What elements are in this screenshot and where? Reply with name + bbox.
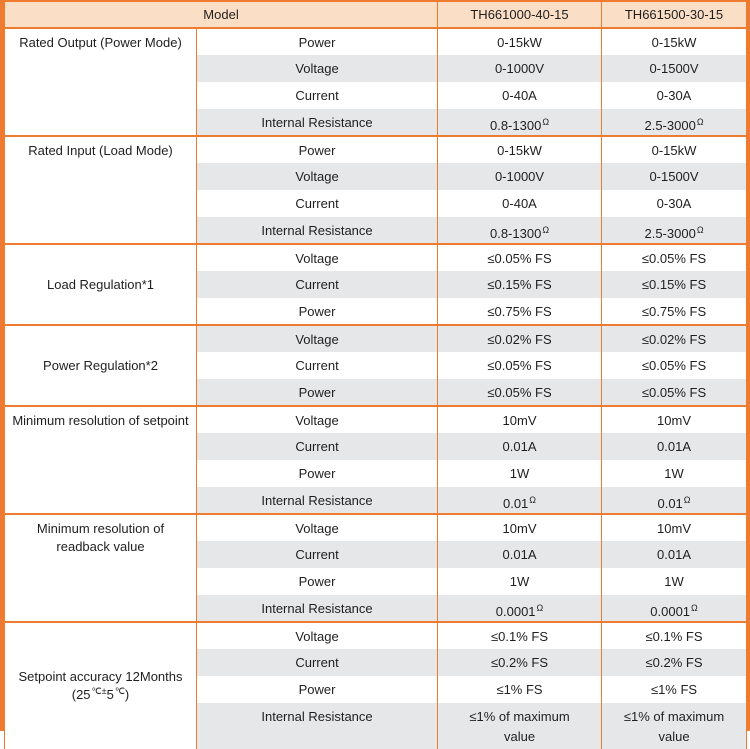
cell-text: ≤0.2% FS xyxy=(645,655,703,670)
cell-text: 5 xyxy=(106,686,114,702)
cell-text: ≤1% of maximum xyxy=(469,709,570,724)
cell-text: Rated Output (Power Mode) xyxy=(19,35,182,50)
value-cell xyxy=(602,190,747,217)
cell-text: ≤0.02% FS xyxy=(487,331,552,347)
parameter-cell xyxy=(197,55,438,82)
value-cell xyxy=(602,352,747,379)
cell-text: (25 xyxy=(71,686,91,702)
parameter-label: Voltage xyxy=(295,61,339,76)
cell-text: 0-40A xyxy=(502,88,537,103)
parameter-cell xyxy=(197,460,438,487)
parameter-label: Current xyxy=(295,196,339,211)
parameter-label: Internal Resistance xyxy=(261,600,373,616)
parameter-cell xyxy=(197,406,438,433)
cell-text: 0-1000V xyxy=(494,169,545,184)
parameter-label: Voltage xyxy=(295,331,339,347)
value-cell xyxy=(438,55,602,82)
value-cell xyxy=(438,406,602,433)
cell-text: value xyxy=(658,729,690,744)
parameter-label: Power xyxy=(298,682,336,697)
value-cell xyxy=(602,568,747,595)
cell-text: 0-15kW xyxy=(651,142,697,158)
cell-text: Minimum resolution of setpoint xyxy=(12,413,189,428)
parameter-label: Current xyxy=(295,277,339,292)
value-cell xyxy=(438,352,602,379)
value-cell xyxy=(602,595,747,622)
value-cell xyxy=(602,109,747,136)
parameter-label: Internal Resistance xyxy=(261,709,373,724)
group-label-cell xyxy=(5,28,197,136)
spec-row xyxy=(5,406,747,433)
cell-text: 0.01 xyxy=(657,495,683,511)
value-cell xyxy=(602,433,747,460)
cell-text: 1W xyxy=(664,574,684,589)
parameter-label: Voltage xyxy=(295,412,339,428)
cell-text: 1W xyxy=(664,466,684,481)
value-cell xyxy=(438,622,602,649)
parameter-cell xyxy=(197,136,438,163)
value-cell xyxy=(602,460,747,487)
parameter-label: Voltage xyxy=(295,628,339,644)
parameter-label: Power xyxy=(298,574,336,589)
spec-row xyxy=(5,622,747,649)
value-cell xyxy=(602,649,747,676)
cell-text: ≤0.05% FS xyxy=(641,358,707,373)
cell-text: 0.8-1300 xyxy=(489,117,542,133)
value-cell xyxy=(438,595,602,622)
model-header-label: Model xyxy=(5,2,438,28)
superscript-text: Ω xyxy=(696,116,704,127)
superscript-text: Ω xyxy=(683,494,691,505)
cell-text: ≤0.05% FS xyxy=(487,250,552,266)
cell-text: 1W xyxy=(509,574,530,589)
parameter-label: Power xyxy=(298,303,336,319)
group-label-cell xyxy=(5,244,197,325)
spec-table xyxy=(4,2,747,749)
value-cell xyxy=(602,406,747,433)
parameter-cell xyxy=(197,28,438,55)
parameter-label: Current xyxy=(295,88,339,103)
parameter-label: Internal Resistance xyxy=(261,492,373,508)
parameter-label: Voltage xyxy=(295,169,339,184)
cell-text: ≤0.1% FS xyxy=(645,628,703,644)
parameter-cell xyxy=(197,541,438,568)
model-column-1-header: TH661000-40-15 xyxy=(438,2,602,28)
parameter-cell xyxy=(197,217,438,244)
value-cell xyxy=(602,163,747,190)
parameter-label: Internal Resistance xyxy=(261,114,373,130)
value-cell xyxy=(438,298,602,325)
spec-table-body xyxy=(5,28,747,749)
parameter-cell xyxy=(197,595,438,622)
group-label-cell xyxy=(5,622,197,749)
cell-text: 10mV xyxy=(657,520,691,536)
cell-text: ≤0.15% FS xyxy=(487,277,552,292)
value-cell xyxy=(438,460,602,487)
cell-text: Minimum resolution of readback value xyxy=(36,521,165,554)
parameter-cell xyxy=(197,649,438,676)
cell-text: 1W xyxy=(509,466,530,481)
cell-text: 0.01A xyxy=(502,439,537,454)
group-label-cell xyxy=(5,406,197,514)
cell-text: value xyxy=(503,729,536,744)
superscript-text: Ω xyxy=(696,224,704,235)
group-label-cell xyxy=(5,514,197,622)
cell-text: 2.5-3000 xyxy=(644,225,696,241)
cell-text: Load Regulation*1 xyxy=(47,276,154,292)
value-cell xyxy=(438,487,602,514)
cell-text: 0.01A xyxy=(657,439,691,454)
cell-text: 0-40A xyxy=(502,196,537,211)
superscript-text: Ω xyxy=(529,494,537,505)
cell-text: ≤1% FS xyxy=(496,682,543,697)
parameter-cell xyxy=(197,433,438,460)
parameter-cell xyxy=(197,190,438,217)
spec-row xyxy=(5,325,747,352)
parameter-label: Current xyxy=(295,547,339,562)
cell-text: 0-1500V xyxy=(649,61,699,76)
cell-text: ≤0.15% FS xyxy=(641,277,707,292)
value-cell xyxy=(438,163,602,190)
cell-text: 0-30A xyxy=(656,88,692,103)
value-cell xyxy=(602,325,747,352)
cell-text: Setpoint accuracy 12Months xyxy=(18,668,183,684)
parameter-label: Power xyxy=(298,142,336,158)
value-cell xyxy=(602,55,747,82)
parameter-cell xyxy=(197,109,438,136)
cell-text: ≤0.05% FS xyxy=(487,384,552,400)
parameter-label: Internal Resistance xyxy=(261,222,373,238)
cell-text: ) xyxy=(124,686,130,702)
cell-text: 0-1500V xyxy=(649,169,699,184)
cell-text: ≤0.75% FS xyxy=(641,303,707,319)
header-row xyxy=(5,2,747,28)
parameter-cell xyxy=(197,298,438,325)
value-cell xyxy=(602,676,747,703)
value-cell xyxy=(602,622,747,649)
value-cell xyxy=(602,541,747,568)
model-column-2-header: TH661500-30-15 xyxy=(602,2,747,28)
value-cell xyxy=(602,136,747,163)
parameter-cell xyxy=(197,163,438,190)
value-cell xyxy=(438,703,602,749)
cell-text: 10mV xyxy=(502,412,537,428)
value-cell xyxy=(602,244,747,271)
value-cell xyxy=(602,298,747,325)
value-cell xyxy=(438,136,602,163)
spec-row xyxy=(5,28,747,55)
parameter-label: Voltage xyxy=(295,520,339,536)
parameter-label: Current xyxy=(295,439,339,454)
cell-text: 0.0001 xyxy=(495,603,536,619)
cell-text: 0.01 xyxy=(502,495,529,511)
parameter-cell xyxy=(197,514,438,541)
parameter-cell xyxy=(197,379,438,406)
value-cell xyxy=(438,649,602,676)
parameter-label: Current xyxy=(295,358,339,373)
value-cell xyxy=(438,325,602,352)
value-cell xyxy=(602,28,747,55)
group-label-cell xyxy=(5,136,197,244)
superscript-text: ℃± xyxy=(91,685,107,696)
superscript-text: Ω xyxy=(542,116,550,127)
cell-text: ≤0.05% FS xyxy=(487,358,552,373)
value-cell xyxy=(438,82,602,109)
superscript-text: Ω xyxy=(691,602,698,613)
cell-text: ≤0.75% FS xyxy=(487,303,552,319)
superscript-text: Ω xyxy=(542,224,550,235)
cell-text: 0-1000V xyxy=(494,61,545,76)
value-cell xyxy=(438,244,602,271)
cell-text: 0.01A xyxy=(502,547,537,562)
parameter-cell xyxy=(197,703,438,749)
parameter-cell xyxy=(197,271,438,298)
value-cell xyxy=(438,541,602,568)
parameter-cell xyxy=(197,325,438,352)
value-cell xyxy=(602,217,747,244)
cell-text: 0.01A xyxy=(657,547,691,562)
value-cell xyxy=(438,379,602,406)
superscript-text: ℃ xyxy=(114,685,125,696)
spec-row xyxy=(5,136,747,163)
parameter-cell xyxy=(197,82,438,109)
value-cell xyxy=(602,379,747,406)
parameter-label: Power xyxy=(298,384,336,400)
value-cell xyxy=(602,82,747,109)
value-cell xyxy=(438,514,602,541)
cell-text: 0.8-1300 xyxy=(489,225,542,241)
value-cell xyxy=(602,271,747,298)
cell-text: 10mV xyxy=(502,520,537,536)
cell-text: 0-15kW xyxy=(497,142,542,158)
group-label-cell xyxy=(5,325,197,406)
value-cell xyxy=(438,676,602,703)
cell-text: ≤1% of maximum xyxy=(623,709,725,724)
parameter-cell xyxy=(197,487,438,514)
cell-text: ≤0.05% FS xyxy=(641,250,707,266)
value-cell xyxy=(438,217,602,244)
value-cell xyxy=(438,433,602,460)
superscript-text: Ω xyxy=(536,602,544,613)
value-cell xyxy=(602,487,747,514)
value-cell xyxy=(438,271,602,298)
cell-text: Power Regulation*2 xyxy=(43,357,158,373)
cell-text: ≤0.1% FS xyxy=(491,628,549,644)
cell-text: 0-15kW xyxy=(651,34,697,50)
parameter-label: Power xyxy=(298,466,336,481)
parameter-label: Power xyxy=(298,34,336,50)
parameter-cell xyxy=(197,568,438,595)
cell-text: ≤0.02% FS xyxy=(641,331,707,347)
parameter-label: Current xyxy=(295,655,339,670)
parameter-cell xyxy=(197,622,438,649)
value-cell xyxy=(438,109,602,136)
parameter-label: Voltage xyxy=(295,250,339,266)
cell-text: 0.0001 xyxy=(650,603,691,619)
parameter-cell xyxy=(197,244,438,271)
spec-row xyxy=(5,244,747,271)
value-cell xyxy=(602,514,747,541)
spec-row xyxy=(5,514,747,541)
cell-text: ≤0.2% FS xyxy=(491,655,549,670)
value-cell xyxy=(438,568,602,595)
cell-text: 0-15kW xyxy=(497,34,542,50)
value-cell xyxy=(438,190,602,217)
cell-text: Rated Input (Load Mode) xyxy=(28,143,173,158)
cell-text: 2.5-3000 xyxy=(644,117,696,133)
value-cell xyxy=(602,703,747,749)
cell-text: 0-30A xyxy=(656,196,692,211)
parameter-cell xyxy=(197,676,438,703)
parameter-cell xyxy=(197,352,438,379)
value-cell xyxy=(438,28,602,55)
cell-text: 10mV xyxy=(657,412,691,428)
cell-text: ≤1% FS xyxy=(650,682,698,697)
cell-text: ≤0.05% FS xyxy=(641,384,707,400)
